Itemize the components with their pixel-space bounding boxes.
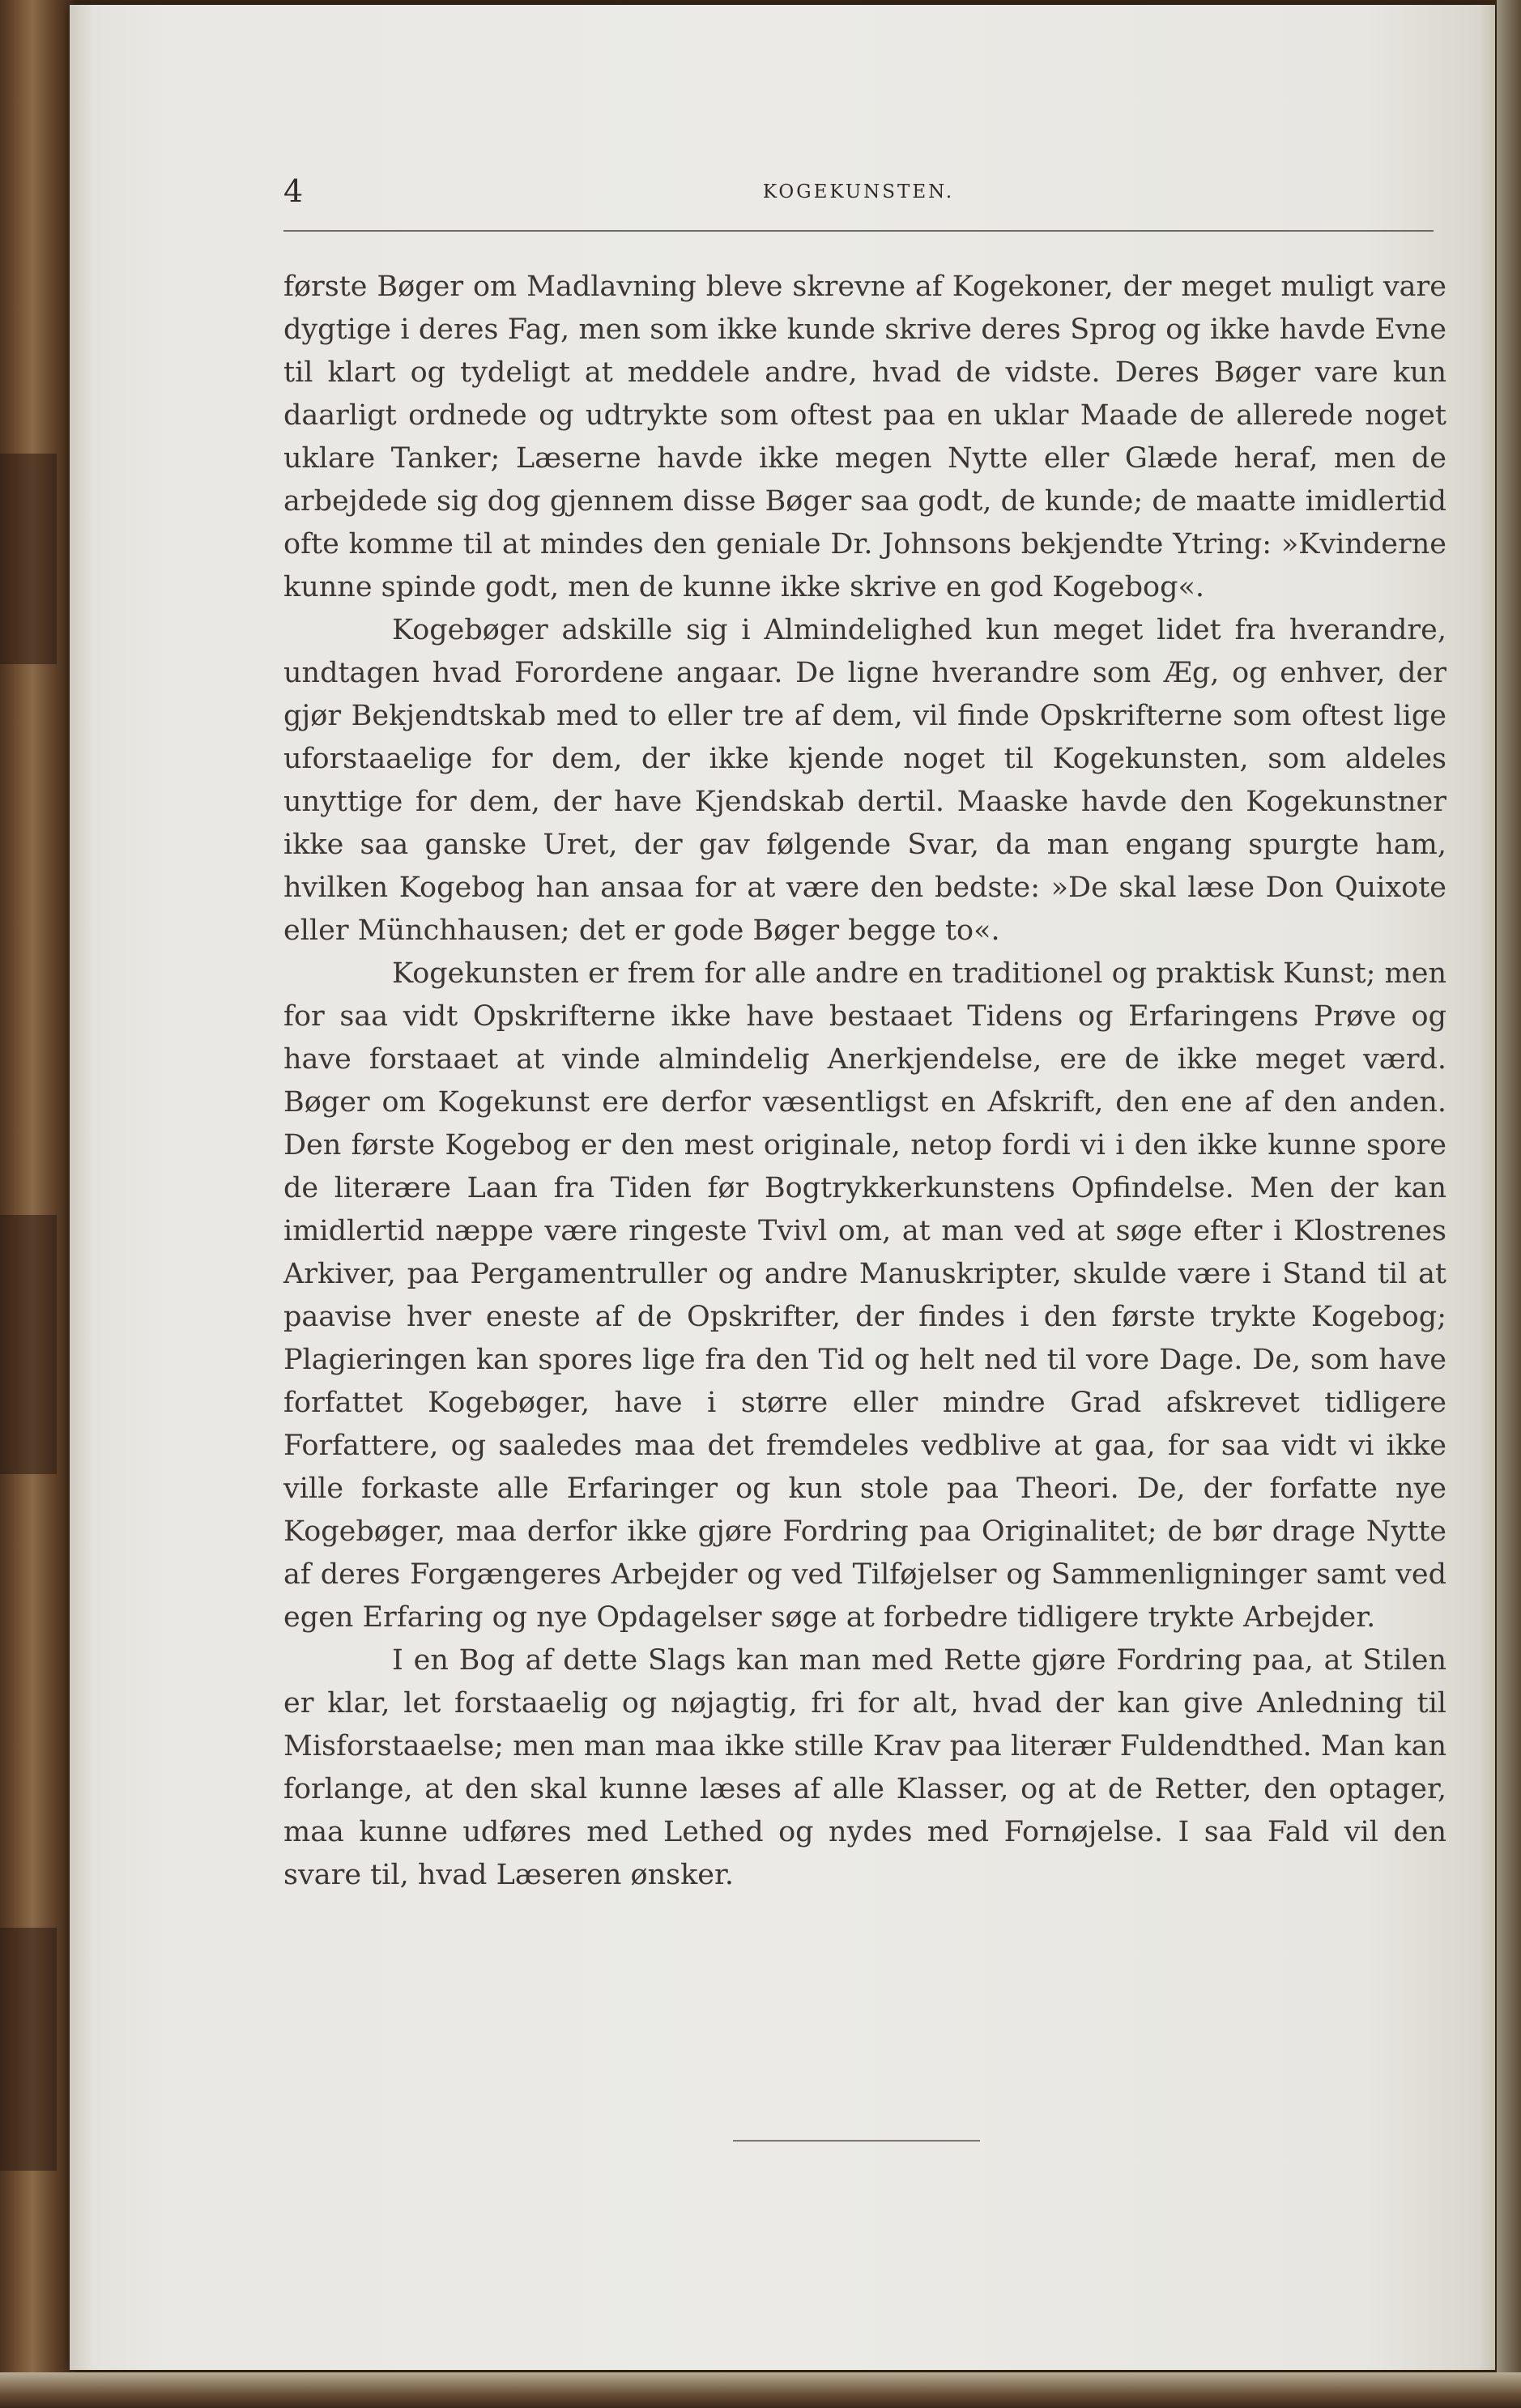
binding-edge-mark <box>0 1215 57 1474</box>
page-bottom-edge <box>0 2372 1521 2408</box>
binding-edge-mark <box>0 1928 57 2171</box>
body-text <box>283 266 1446 1897</box>
paragraph-1: første Bøger om Madlavning bleve skrevne af Kogekoner, der meget muligt vare dygtige i deres Fag, men som ikke kunde skrive deres Sprog og ikke havde Evne til klart og tydeligt at meddele andre, hvad de vidste. Deres Bøger vare kun daarligt ordnede og udtrykte som oftest paa en uklar Maade de allerede noget uklare Tanker; Læserne havde ikke megen Nytte eller Glæde heraf, men de arbejdede sig dog gjennem disse Bøger saa godt, de kunde; de maatte imidlertid ofte komme til at mindes den geniale Dr. Johnsons bekjendte Ytring: »Kvinderne kunne spinde godt, men de kunne ikke skrive en god Kogebog«. <box>283 271 1446 603</box>
running-title: KOGEKUNSTEN. <box>762 181 955 202</box>
paragraph-3: Kogekunsten er frem for alle andre en traditionel og praktisk Kunst; men for saa vidt Opskrifterne ikke have bestaaet Tidens og Erfaringens Prøve og have forstaaet at vinde almindelig Anerkjendelse, ere de ikke meget værd. Bøger om Kogekunst ere derfor væsentligst en Afskrift, den ene af den anden. Den første Kogebog er den mest originale, netop fordi vi i den ikke kunne spore de literære Laan fra Tiden før Bogtrykkerkunstens Opfindelse. Men der kan imidlertid næppe være ringeste Tvivl om, at man ved at søge efter i Klostrenes Arkiver, paa Pergamentruller og andre Manuskripter, skulde være i Stand til at paavise hver eneste af de Opskrifter, der findes i den første trykte Kogebog; Plagieringen kan spores lige fra den Tid og helt ned til vore Dage. De, som have forfattet Kogebøger, have i større eller mindre Grad afskrevet tidligere Forfattere, og saaledes maa det fremdeles vedblive at gaa, for saa vidt vi ikke ville forkaste alle Erfaringer og kun stole paa Theori. De, der forfatte nye Kogebøger, maa derfor ikke gjøre Fordring paa Originalitet; de bør drage Nytte af deres Forgængeres Arbejder og ved Tilføjelser og Sammenligninger samt ved egen Erfaring og nye Opdagelser søge at forbedre tidligere trykte Arbejder. <box>283 957 1446 1634</box>
page-right-edge <box>1497 0 1521 2408</box>
page-number: 4 <box>283 173 304 209</box>
end-rule <box>733 2140 980 2142</box>
binding-edge-mark <box>0 454 57 664</box>
paragraph-2: Kogebøger adskille sig i Almindelighed kun meget lidet fra hverandre, undtagen hvad Forordene angaar. De ligne hverandre som Æg, og enhver, der gjør Bekjendtskab med to eller tre af dem, vil finde Opskrifterne som oftest lige uforstaaelige for dem, der ikke kjende noget til Kogekunsten, som aldeles unyttige for dem, der have Kjendskab dertil. Maaske havde den Kogekunstner ikke saa ganske Uret, der gav følgende Svar, da man engang spurgte ham, hvilken Kogebog han ansaa for at være den bedste: »De skal læse Don Quixote eller Münchhausen; det er gode Bøger begge to«. <box>283 614 1446 947</box>
header-rule <box>283 230 1434 232</box>
page-header <box>283 173 1434 209</box>
paragraph-4: I en Bog af dette Slags kan man med Rette gjøre Fordring paa, at Stilen er klar, let forstaaelig og nøjagtig, fri for alt, hvad der kan give Anledning til Misforstaaelse; men man maa ikke stille Krav paa literær Fuldendthed. Man kan forlange, at den skal kunne læses af alle Klasser, og at de Retter, den optager, maa kunne udføres med Lethed og nydes med Fornøjelse. I saa Fald vil den svare til, hvad Læseren ønsker. <box>283 1644 1446 1891</box>
